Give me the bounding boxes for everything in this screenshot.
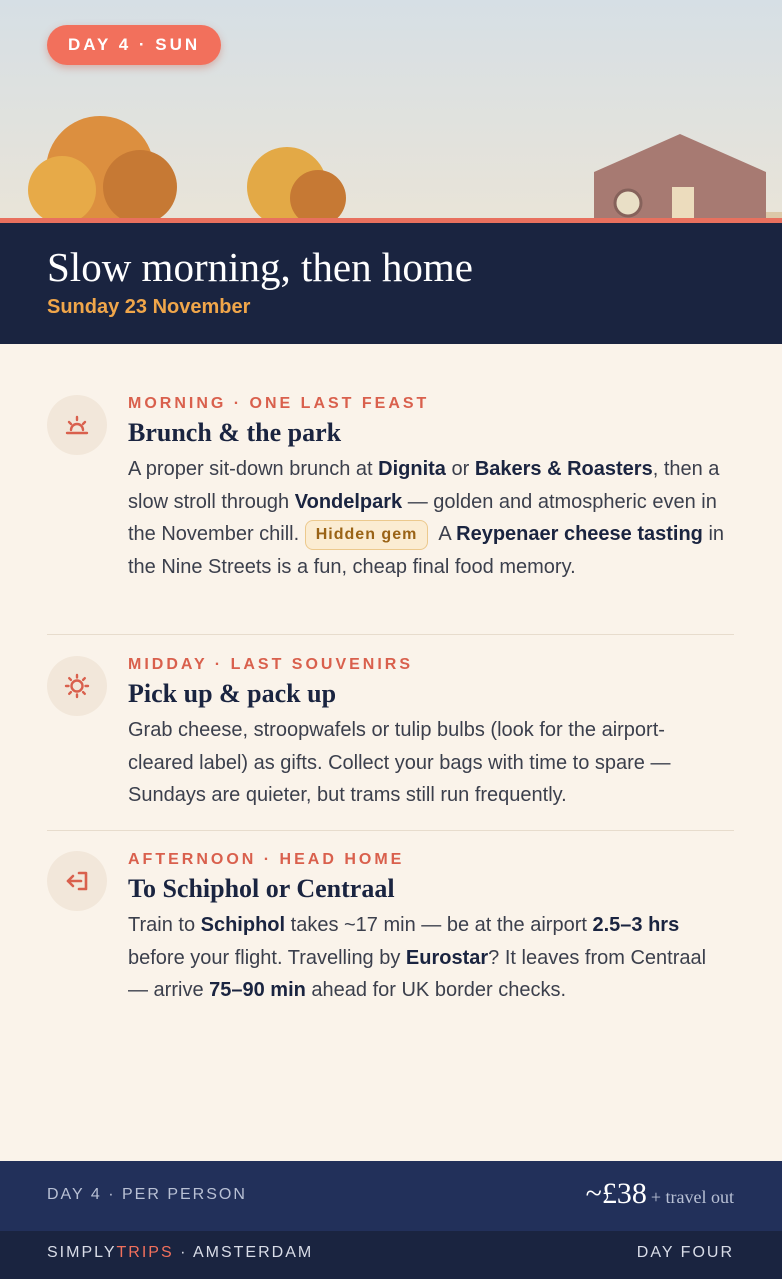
place-eurostar: Eurostar	[405, 946, 489, 969]
house-door	[672, 187, 694, 222]
place-vondelpark: Vondelpark	[294, 490, 403, 513]
brand-label	[47, 1244, 313, 1262]
body-text: A proper sit-down brunch at	[128, 458, 379, 480]
body-text: A	[428, 523, 457, 545]
eurostar-time: 75–90 min	[209, 979, 306, 1001]
item-divider	[47, 634, 734, 635]
item-divider	[47, 830, 734, 831]
brand-city: · AMSTERDAM	[173, 1244, 314, 1261]
brand-simply: SIMPLY	[47, 1244, 117, 1261]
brand-trips: TRIPS	[116, 1244, 174, 1261]
item-label: AFTERNOON · HEAD HOME	[128, 851, 405, 868]
sun-icon	[47, 656, 107, 716]
hidden-gem-badge: Hidden gem	[305, 520, 429, 550]
cost-label: DAY 4 · PER PERSON	[47, 1186, 247, 1203]
body-text: before your flight. Travelling by	[128, 946, 406, 969]
hero-banner	[0, 0, 782, 222]
place-bakers-roasters: Bakers & Roasters	[474, 458, 653, 480]
item-heading: Pick up & pack up	[128, 679, 337, 708]
cost-value	[586, 1177, 734, 1211]
item-content	[128, 395, 728, 583]
house-window	[615, 190, 641, 216]
body-text: — golden and atmospheric even in the November chill.	[128, 490, 717, 545]
item-body	[128, 909, 728, 1007]
body-text: Train to	[128, 914, 201, 936]
sunrise-icon	[47, 395, 107, 455]
item-heading: Brunch & the park	[128, 418, 342, 447]
body-text: ahead for UK border checks.	[305, 979, 566, 1001]
item-body	[128, 714, 728, 812]
price: ~£38	[585, 1177, 647, 1210]
tree-left	[28, 156, 96, 222]
item-label: MORNING · ONE LAST FEAST	[128, 395, 430, 412]
item-content	[128, 656, 728, 812]
item-heading: To Schiphol or Centraal	[128, 874, 395, 903]
tree-right	[103, 150, 177, 222]
body-text: or	[445, 458, 475, 480]
airport-time: 2.5–3 hrs	[592, 914, 680, 936]
item-label: MIDDAY · LAST SOUVENIRS	[128, 656, 414, 673]
exit-icon	[47, 851, 107, 911]
body-text: takes ~17 min — be at the airport	[285, 914, 593, 936]
page-date: Sunday 23 November	[47, 296, 251, 318]
body-text: Grab cheese, stroopwafels or tulip bulbs (look for the airport-cleared label) as gifts. Collect your bags with time to spare — Sundays are quieter, but trams still run frequently.	[128, 719, 671, 806]
body-text: in the Nine Streets is a fun, cheap final food memory.	[128, 523, 725, 578]
place-schiphol: Schiphol	[200, 914, 286, 936]
day-word: DAY FOUR	[636, 1244, 734, 1261]
price-note: + travel out	[650, 1187, 734, 1207]
page-title: Slow morning, then home	[47, 244, 473, 290]
item-body	[128, 453, 728, 583]
body-text: ? It leaves from Centraal — arrive	[128, 946, 707, 1001]
place-reypenaer: Reypenaer cheese tasting	[456, 523, 703, 545]
place-dignita: Dignita	[378, 458, 446, 480]
day-badge: DAY 4 · SUN	[47, 25, 221, 65]
item-content	[128, 851, 728, 1007]
body-text: , then a slow stroll through	[128, 458, 720, 513]
